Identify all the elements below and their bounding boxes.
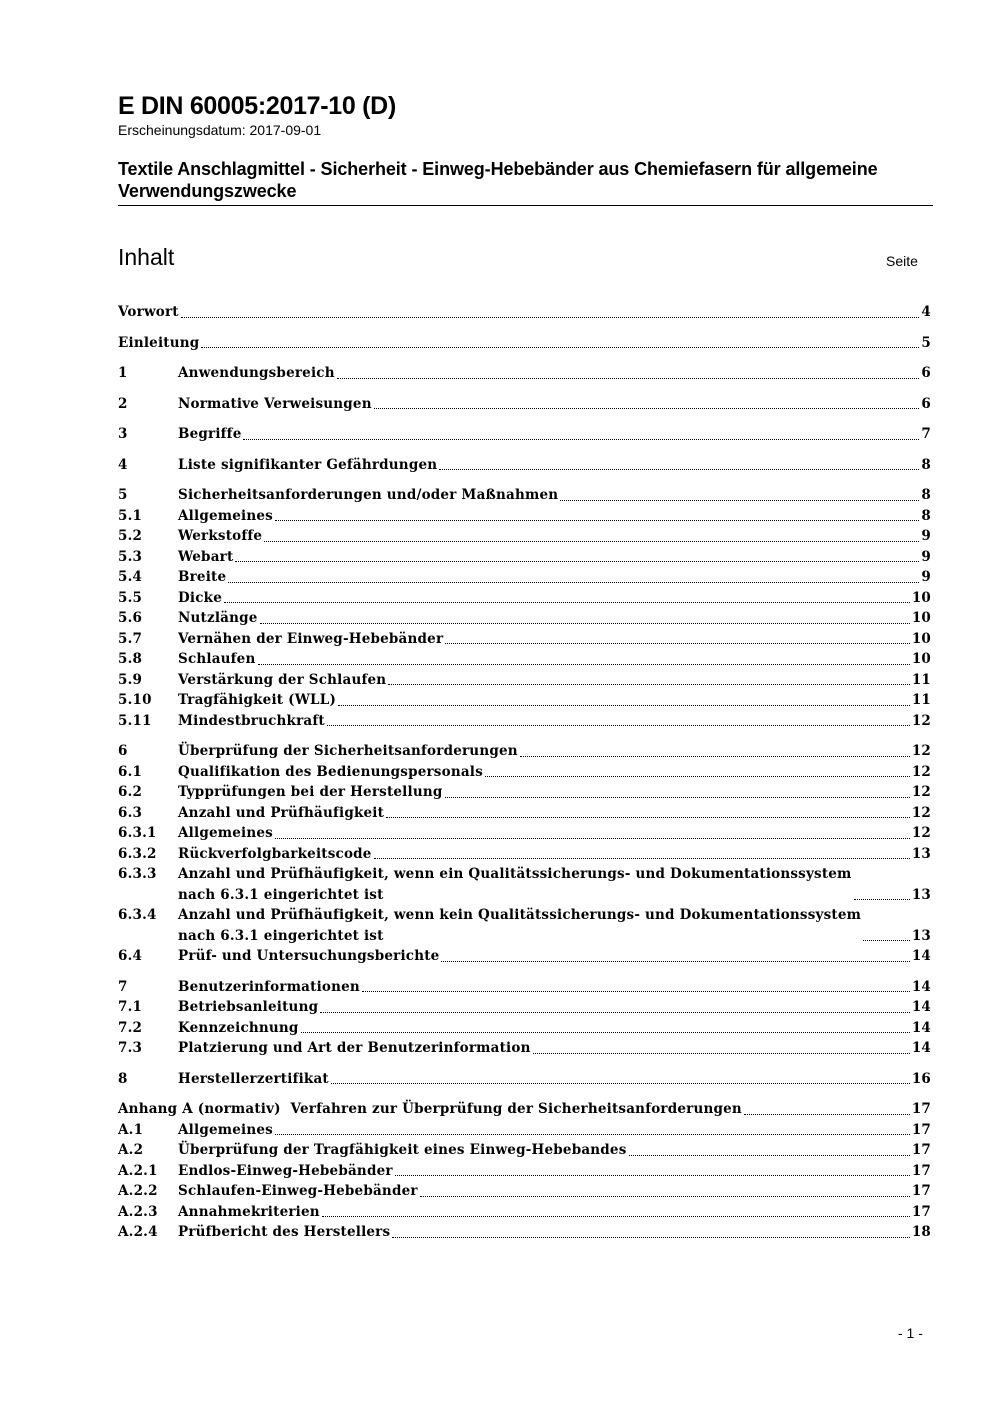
toc-entry-page: 10 bbox=[911, 651, 931, 667]
toc-entry-title: Anwendungsbereich bbox=[178, 363, 335, 384]
toc-entry-number: 7 bbox=[118, 978, 128, 995]
toc-entry[interactable] bbox=[118, 1181, 931, 1202]
dot-leader bbox=[485, 776, 910, 777]
toc-entry-page: 13 bbox=[911, 927, 931, 944]
toc-entry-title: Webart bbox=[178, 547, 233, 568]
toc-entry-number: 6.3.1 bbox=[118, 825, 157, 841]
dot-leader bbox=[629, 1155, 910, 1156]
toc-entry-number: 5.11 bbox=[118, 712, 152, 729]
toc-entry-number: 6 bbox=[118, 743, 128, 759]
dot-leader bbox=[224, 602, 910, 603]
toc-entry[interactable] bbox=[118, 649, 931, 670]
toc-entry-title: Tragfähigkeit (WLL) bbox=[178, 690, 336, 711]
page-number: - 1 - bbox=[898, 1325, 923, 1341]
dot-leader bbox=[392, 1237, 910, 1238]
toc-entry-number: A.2.1 bbox=[118, 1162, 158, 1179]
dot-leader bbox=[322, 1216, 910, 1217]
toc-entry-number: A.1 bbox=[118, 1121, 144, 1138]
dot-leader bbox=[181, 317, 920, 318]
toc-entry-number: 6.4 bbox=[118, 948, 143, 964]
toc-entry-title: Rückverfolgbarkeitscode bbox=[178, 844, 372, 865]
toc-entry-page: 7 bbox=[921, 426, 931, 442]
toc-entry-number: 5.2 bbox=[118, 528, 143, 544]
dot-leader bbox=[320, 1012, 910, 1013]
toc-entry[interactable] bbox=[118, 1018, 931, 1039]
dot-leader bbox=[533, 1053, 910, 1054]
toc-entry-title: Verstärkung der Schlaufen bbox=[178, 670, 386, 691]
dot-leader bbox=[386, 817, 910, 818]
toc-entry-title: Liste signifikanter Gefährdungen bbox=[178, 455, 437, 476]
toc-entry-page: 12 bbox=[911, 743, 931, 759]
toc-entry[interactable] bbox=[118, 608, 931, 629]
toc-entry[interactable] bbox=[118, 455, 931, 476]
toc-entry-number: 5.6 bbox=[118, 610, 143, 626]
toc-entry-page: 6 bbox=[921, 365, 931, 381]
toc-entry-number: 5.5 bbox=[118, 589, 143, 606]
toc-entry-number: 6.2 bbox=[118, 784, 143, 800]
toc-entry-number: 5.3 bbox=[118, 548, 143, 565]
dot-leader bbox=[445, 797, 910, 798]
toc-entry-number: A.2.4 bbox=[118, 1224, 158, 1240]
toc-entry[interactable] bbox=[118, 670, 931, 691]
toc-entry[interactable] bbox=[118, 762, 931, 783]
toc-entry-page: 11 bbox=[911, 692, 931, 708]
title-rule bbox=[118, 205, 933, 206]
toc-entry-number: A.2.2 bbox=[118, 1183, 158, 1199]
toc-entry-title: Anzahl und Prüfhäufigkeit, wenn ein Qualitätssicherungs- und Dokumentationssystem nach 6.3.1 eingerichtet ist bbox=[178, 864, 852, 905]
toc-entry-page: 12 bbox=[911, 804, 931, 821]
document-title: Textile Anschlagmittel - Sicherheit - Einweg-Hebebänder aus Chemiefasern für allgemeine Verwendungszwecke bbox=[118, 159, 878, 201]
toc-entry-number: 6.1 bbox=[118, 763, 143, 780]
toc-entry-page: 12 bbox=[911, 763, 931, 780]
toc-entry[interactable] bbox=[118, 1140, 931, 1161]
toc-entry[interactable] bbox=[118, 333, 931, 354]
toc-entry[interactable] bbox=[118, 1161, 931, 1182]
toc-entry-number: 8 bbox=[118, 1070, 128, 1087]
toc-entry-page: 10 bbox=[911, 610, 931, 626]
toc-entry-title: Qualifikation des Bedienungspersonals bbox=[178, 762, 483, 783]
toc-entry-number: 4 bbox=[118, 456, 128, 473]
toc-entry[interactable] bbox=[118, 803, 931, 824]
dot-leader bbox=[854, 899, 910, 900]
toc-entry-number: A.2.3 bbox=[118, 1203, 158, 1220]
toc-entry[interactable] bbox=[118, 1069, 931, 1090]
toc-entry-page: 14 bbox=[911, 978, 931, 995]
toc-entry[interactable] bbox=[118, 844, 931, 865]
toc-entry-title: Prüf- und Untersuchungsberichte bbox=[178, 946, 439, 967]
toc-entry-title: Typprüfungen bei der Herstellung bbox=[178, 782, 443, 803]
toc-entry[interactable] bbox=[118, 485, 931, 506]
dot-leader bbox=[260, 623, 910, 624]
toc-entry-page: 17 bbox=[911, 1203, 931, 1220]
toc-entry[interactable] bbox=[118, 690, 931, 711]
toc-entry-title: Schlaufen bbox=[178, 649, 256, 670]
toc-entry-page: 17 bbox=[911, 1142, 931, 1158]
toc-entry-number: 5.10 bbox=[118, 692, 152, 708]
page-column-label: Seite bbox=[886, 253, 918, 269]
toc-entry[interactable] bbox=[118, 302, 931, 323]
toc-entry-page: 17 bbox=[911, 1183, 931, 1199]
toc-entry-title: Kennzeichnung bbox=[178, 1018, 299, 1039]
toc-entry-title: Herstellerzertifikat bbox=[178, 1069, 329, 1090]
toc-entry-page: 17 bbox=[911, 1162, 931, 1179]
toc-entry-title: Anhang A (normativ) Verfahren zur Überprüfung der Sicherheitsanforderungen bbox=[118, 1099, 742, 1120]
toc-entry-number: 1 bbox=[118, 365, 128, 381]
toc-entry[interactable] bbox=[118, 977, 931, 998]
toc-entry[interactable] bbox=[118, 946, 931, 967]
toc-entry-title: Sicherheitsanforderungen und/oder Maßnahmen bbox=[178, 485, 558, 506]
dot-leader bbox=[301, 1032, 910, 1033]
toc-entry[interactable] bbox=[118, 1222, 931, 1243]
toc-entry-page: 14 bbox=[911, 999, 931, 1015]
toc-entry[interactable] bbox=[118, 711, 931, 732]
toc-entry-number: 5.4 bbox=[118, 569, 143, 585]
toc-entry-title: Endlos-Einweg-Hebebänder bbox=[178, 1161, 393, 1182]
toc-entry-number: 5.9 bbox=[118, 671, 143, 688]
dot-leader bbox=[201, 347, 919, 348]
toc-entry-number: 5 bbox=[118, 487, 128, 503]
dot-leader bbox=[275, 838, 910, 839]
toc-entry-number: 5.1 bbox=[118, 507, 143, 524]
toc-entry-page: 12 bbox=[911, 825, 931, 841]
toc-entry-page: 13 bbox=[911, 886, 931, 903]
toc-entry[interactable] bbox=[118, 823, 931, 844]
toc-entry-number: 6.3.2 bbox=[118, 845, 157, 862]
toc-entry-page: 4 bbox=[921, 304, 931, 320]
toc-entry-page: 5 bbox=[921, 334, 931, 351]
dot-leader bbox=[331, 1083, 910, 1084]
toc-entry-title: Prüfbericht des Herstellers bbox=[178, 1222, 390, 1243]
dot-leader bbox=[744, 1114, 910, 1115]
dot-leader bbox=[374, 408, 920, 409]
toc-entry-title: Anzahl und Prüfhäufigkeit, wenn kein Qualitätssicherungs- und Dokumentationssystem nach 6.3.1 eingerichtet ist bbox=[178, 905, 861, 946]
toc-entry-number: A.2 bbox=[118, 1142, 144, 1158]
dot-leader bbox=[520, 756, 910, 757]
toc-entry[interactable] bbox=[118, 1202, 931, 1223]
dot-leader bbox=[395, 1175, 910, 1176]
dot-leader bbox=[258, 664, 910, 665]
toc-entry[interactable] bbox=[118, 424, 931, 445]
toc-entry[interactable] bbox=[118, 394, 931, 415]
publication-date: Erscheinungsdatum: 2017-09-01 bbox=[118, 122, 322, 138]
toc-entry[interactable] bbox=[118, 997, 931, 1018]
toc-entry[interactable] bbox=[118, 741, 931, 762]
toc-entry-title: Allgemeines bbox=[178, 1120, 273, 1141]
toc-entry-page: 18 bbox=[911, 1224, 931, 1240]
dot-leader bbox=[228, 582, 919, 583]
dot-leader bbox=[420, 1196, 910, 1197]
toc-entry-title: Mindestbruchkraft bbox=[178, 711, 325, 732]
dot-leader bbox=[243, 439, 919, 440]
toc-entry-number: 7.3 bbox=[118, 1040, 143, 1056]
toc-entry-title: Überprüfung der Tragfähigkeit eines Einweg-Hebebandes bbox=[178, 1140, 627, 1161]
toc-entry-number: 6.3 bbox=[118, 804, 143, 821]
toc-entry-page: 8 bbox=[921, 507, 931, 524]
toc-entry[interactable] bbox=[118, 1120, 931, 1141]
toc-entry[interactable] bbox=[118, 864, 931, 905]
toc-entry[interactable] bbox=[118, 1099, 931, 1120]
toc-entry[interactable] bbox=[118, 547, 931, 568]
standard-designation: E DIN 60005:2017-10 (D) bbox=[118, 92, 396, 120]
toc-entry-number: 6.3.3 bbox=[118, 866, 157, 882]
dot-leader bbox=[388, 684, 910, 685]
dot-leader bbox=[338, 705, 910, 706]
toc-entry-number: 3 bbox=[118, 426, 128, 442]
toc-entry-title: Vorwort bbox=[118, 302, 179, 323]
toc-entry-title: Dicke bbox=[178, 588, 222, 609]
toc-entry-page: 14 bbox=[911, 948, 931, 964]
toc-entry-title: Schlaufen-Einweg-Hebebänder bbox=[178, 1181, 418, 1202]
toc-entry-page: 10 bbox=[911, 630, 931, 647]
contents-heading: Inhalt bbox=[118, 244, 175, 270]
toc-entry-page: 14 bbox=[911, 1040, 931, 1056]
dot-leader bbox=[863, 940, 910, 941]
toc-entry[interactable] bbox=[118, 363, 931, 384]
dot-leader bbox=[439, 469, 919, 470]
dot-leader bbox=[445, 643, 910, 644]
dot-leader bbox=[374, 858, 910, 859]
dot-leader bbox=[264, 541, 919, 542]
toc-entry-page: 17 bbox=[911, 1121, 931, 1138]
dot-leader bbox=[560, 500, 919, 501]
toc-entry[interactable] bbox=[118, 506, 931, 527]
toc-entry[interactable] bbox=[118, 782, 931, 803]
toc-entry-title: Benutzerinformationen bbox=[178, 977, 360, 998]
toc-entry-page: 11 bbox=[911, 671, 931, 688]
toc-entry-title: Allgemeines bbox=[178, 823, 273, 844]
toc-entry[interactable] bbox=[118, 629, 931, 650]
dot-leader bbox=[337, 378, 920, 379]
toc-entry-number: 5.7 bbox=[118, 630, 143, 647]
toc-entry[interactable] bbox=[118, 526, 931, 547]
toc-entry-title: Platzierung und Art der Benutzerinformation bbox=[178, 1038, 531, 1059]
toc-entry-title: Allgemeines bbox=[178, 506, 273, 527]
toc-entry-title: Überprüfung der Sicherheitsanforderungen bbox=[178, 741, 518, 762]
toc-entry-title: Vernähen der Einweg-Hebebänder bbox=[178, 629, 443, 650]
dot-leader bbox=[362, 991, 910, 992]
toc-entry-title: Begriffe bbox=[178, 424, 241, 445]
toc-entry-title: Betriebsanleitung bbox=[178, 997, 318, 1018]
toc-entry-page: 16 bbox=[911, 1070, 931, 1087]
dot-leader bbox=[441, 961, 909, 962]
toc-entry-page: 17 bbox=[911, 1101, 931, 1117]
toc-entry[interactable] bbox=[118, 588, 931, 609]
toc-entry-page: 10 bbox=[911, 589, 931, 606]
dot-leader bbox=[275, 520, 919, 521]
toc-entry-number: 6.3.4 bbox=[118, 907, 157, 923]
dot-leader bbox=[275, 1134, 910, 1135]
toc-entry-number: 7.2 bbox=[118, 1019, 143, 1036]
toc-entry-page: 12 bbox=[911, 712, 931, 729]
toc-entry-page: 8 bbox=[921, 456, 931, 473]
toc-entry-page: 13 bbox=[911, 845, 931, 862]
toc-entry-title: Anzahl und Prüfhäufigkeit bbox=[178, 803, 384, 824]
toc-entry-title: Annahmekriterien bbox=[178, 1202, 320, 1223]
toc-entry-title: Normative Verweisungen bbox=[178, 394, 372, 415]
dot-leader bbox=[235, 561, 919, 562]
toc-entry-title: Nutzlänge bbox=[178, 608, 258, 629]
toc-entry-number: 2 bbox=[118, 395, 128, 412]
toc-entry-page: 9 bbox=[921, 569, 931, 585]
toc-entry-page: 12 bbox=[911, 784, 931, 800]
toc-entry-number: 5.8 bbox=[118, 651, 143, 667]
toc-entry-page: 9 bbox=[921, 528, 931, 544]
toc-entry-page: 6 bbox=[921, 395, 931, 412]
toc-entry-page: 14 bbox=[911, 1019, 931, 1036]
toc-entry-page: 8 bbox=[921, 487, 931, 503]
toc-entry[interactable] bbox=[118, 1038, 931, 1059]
dot-leader bbox=[327, 725, 910, 726]
toc-entry[interactable] bbox=[118, 905, 931, 946]
toc-entry-title: Breite bbox=[178, 567, 226, 588]
toc-entry-number: 7.1 bbox=[118, 999, 143, 1015]
toc-entry-page: 9 bbox=[921, 548, 931, 565]
toc-entry-title: Einleitung bbox=[118, 333, 199, 354]
toc-entry[interactable] bbox=[118, 567, 931, 588]
table-of-contents bbox=[118, 302, 931, 1243]
toc-entry-title: Werkstoffe bbox=[178, 526, 262, 547]
